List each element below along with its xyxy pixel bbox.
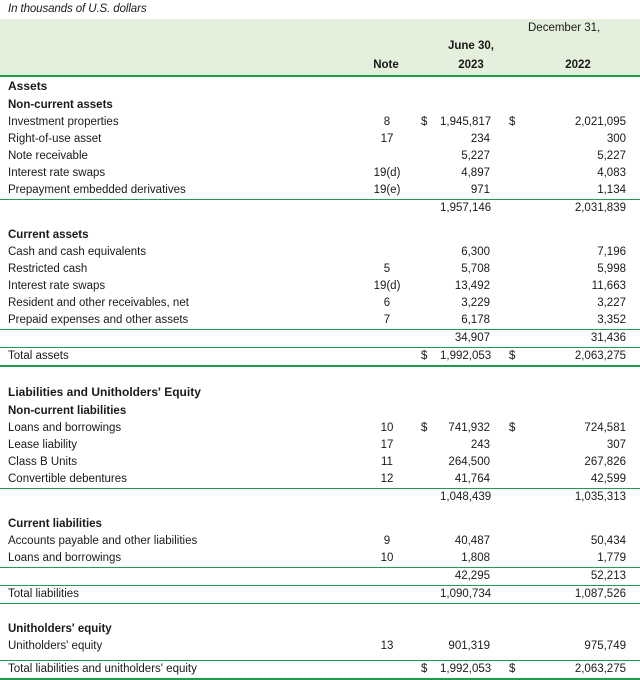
row-label: Convertible debentures bbox=[0, 471, 356, 489]
currency-symbol: $ bbox=[509, 116, 516, 128]
subtotal-value-prior: 52,213 bbox=[528, 568, 640, 586]
spacer-row bbox=[0, 604, 640, 621]
assets-title: Assets bbox=[8, 79, 48, 93]
row-value-current: 6,178 bbox=[440, 312, 506, 330]
row-value-prior: 4,083 bbox=[597, 167, 626, 179]
row-value-current: 971 bbox=[440, 182, 506, 200]
row-note: 13 bbox=[380, 640, 394, 652]
currency-blank bbox=[506, 278, 528, 295]
subtotal-label bbox=[0, 489, 356, 507]
currency-blank bbox=[506, 437, 528, 454]
grand-total-prior: 2,063,275 bbox=[528, 661, 640, 680]
subsection-title-current-assets bbox=[0, 226, 640, 244]
row-value-current: 6,300 bbox=[461, 246, 490, 258]
spacer-row bbox=[0, 366, 640, 383]
subtotal-value-current: 34,907 bbox=[440, 330, 506, 348]
subtotal-row-current-assets bbox=[0, 330, 640, 348]
row-note: 10 bbox=[356, 550, 418, 568]
currency-blank bbox=[418, 437, 440, 454]
currency-blank bbox=[418, 312, 440, 330]
row-value-current: 40,487 bbox=[454, 535, 490, 547]
total-assets-prior: 2,063,275 bbox=[528, 348, 640, 367]
row-note bbox=[356, 148, 418, 165]
column-header-current-period: June 30, 2023 bbox=[440, 37, 506, 76]
header-blank-cur1 bbox=[418, 37, 440, 76]
row-label: Note receivable bbox=[8, 150, 88, 162]
table-row bbox=[0, 638, 640, 655]
row-value-prior: 5,998 bbox=[597, 263, 626, 275]
currency-blank bbox=[506, 182, 528, 200]
non-current-assets-title: Non-current assets bbox=[8, 99, 113, 111]
row-value-prior: 724,581 bbox=[584, 422, 626, 434]
table-row bbox=[0, 420, 640, 437]
row-value-current: 1,808 bbox=[440, 550, 506, 568]
equity-title: Unitholders' equity bbox=[8, 623, 112, 635]
currency-blank bbox=[418, 454, 440, 471]
row-note: 12 bbox=[356, 471, 418, 489]
row-label: Lease liability bbox=[8, 439, 78, 451]
currency-blank bbox=[418, 638, 440, 655]
row-value-prior: 2,021,095 bbox=[574, 116, 626, 128]
subtotal-value-prior: 2,031,839 bbox=[574, 202, 626, 214]
subtotal-value-current: 42,295 bbox=[440, 568, 506, 586]
row-note: 19(d) bbox=[373, 167, 401, 179]
total-liabilities-row bbox=[0, 586, 640, 604]
subtotal-row-current-liabilities bbox=[0, 568, 640, 586]
row-note: 17 bbox=[380, 133, 394, 145]
section-title-assets bbox=[0, 76, 640, 96]
row-label: Class B Units bbox=[8, 456, 78, 468]
currency-blank bbox=[506, 454, 528, 471]
row-label: Right-of-use asset bbox=[8, 133, 102, 145]
units-caption: In thousands of U.S. dollars bbox=[8, 3, 147, 15]
row-note: 19(d) bbox=[373, 280, 401, 292]
row-value-prior: 307 bbox=[606, 439, 626, 451]
currency-blank bbox=[506, 165, 528, 182]
header-blank-label bbox=[0, 37, 356, 76]
row-note: 9 bbox=[383, 535, 391, 547]
table-row bbox=[0, 165, 640, 182]
row-label: Loans and borrowings bbox=[0, 550, 356, 568]
currency-blank bbox=[418, 244, 440, 261]
row-label: Prepaid expenses and other assets bbox=[0, 312, 356, 330]
table-row bbox=[0, 278, 640, 295]
currency-blank bbox=[418, 131, 440, 148]
header-spacer-cur1 bbox=[418, 19, 440, 37]
row-value-prior: 7,196 bbox=[597, 246, 626, 258]
currency-blank bbox=[418, 550, 440, 568]
table-row bbox=[0, 148, 640, 165]
table-row bbox=[0, 295, 640, 312]
row-note: 10 bbox=[380, 422, 394, 434]
row-value-current: 1,945,817 bbox=[440, 116, 492, 128]
currency-blank bbox=[506, 131, 528, 148]
subtotal-value-current: 1,957,146 bbox=[440, 202, 492, 214]
subtotal-row-non-current-assets bbox=[0, 200, 640, 218]
row-note: 6 bbox=[383, 297, 391, 309]
row-note: 5 bbox=[383, 263, 391, 275]
table-row bbox=[0, 244, 640, 261]
total-liabilities-label: Total liabilities bbox=[0, 586, 356, 604]
row-note: 11 bbox=[381, 456, 393, 468]
column-header-prior-line2: 2022 bbox=[528, 37, 640, 76]
total-liabilities-prior: 1,087,526 bbox=[528, 586, 640, 604]
row-label: Investment properties bbox=[8, 116, 119, 128]
header-spacer-note bbox=[356, 19, 418, 37]
subtotal-label bbox=[0, 568, 356, 586]
currency-symbol: $ bbox=[421, 422, 428, 434]
row-note: 7 bbox=[356, 312, 418, 330]
currency-blank bbox=[418, 261, 440, 278]
currency-symbol: $ bbox=[418, 661, 440, 680]
balance-sheet-table bbox=[0, 19, 640, 680]
table-row bbox=[0, 437, 640, 454]
currency-blank bbox=[506, 312, 528, 330]
currency-symbol: $ bbox=[506, 348, 528, 367]
currency-blank bbox=[506, 261, 528, 278]
currency-blank bbox=[506, 550, 528, 568]
row-value-current: 4,897 bbox=[461, 167, 490, 179]
row-value-current: 901,319 bbox=[448, 640, 490, 652]
currency-blank bbox=[418, 295, 440, 312]
row-value-current: 234 bbox=[470, 133, 490, 145]
row-value-current: 3,229 bbox=[461, 297, 490, 309]
row-label: Interest rate swaps bbox=[8, 280, 106, 292]
subsection-title-non-current-liabilities bbox=[0, 402, 640, 420]
currency-symbol: $ bbox=[418, 348, 440, 367]
subsection-title-non-current-assets bbox=[0, 96, 640, 114]
header-band-spacer bbox=[0, 19, 640, 37]
currency-symbol: $ bbox=[421, 116, 428, 128]
row-value-prior: 1,134 bbox=[528, 182, 640, 200]
row-label: Interest rate swaps bbox=[8, 167, 106, 179]
column-header-prior-line1: December 31, bbox=[528, 19, 640, 37]
total-liabilities-current: 1,090,734 bbox=[440, 586, 506, 604]
currency-blank bbox=[506, 638, 528, 655]
currency-blank bbox=[506, 533, 528, 550]
row-note: 8 bbox=[383, 116, 391, 128]
total-assets-row bbox=[0, 348, 640, 367]
currency-blank bbox=[418, 182, 440, 200]
currency-blank bbox=[506, 471, 528, 489]
row-value-prior: 5,227 bbox=[597, 150, 626, 162]
total-assets-label: Total assets bbox=[0, 348, 356, 367]
row-note: 17 bbox=[380, 439, 394, 451]
header-spacer-label bbox=[0, 19, 356, 37]
row-value-prior: 50,434 bbox=[590, 535, 626, 547]
table-row bbox=[0, 533, 640, 550]
row-value-current: 5,708 bbox=[461, 263, 490, 275]
subtotal-value-current: 1,048,439 bbox=[440, 491, 492, 503]
subsection-title-current-liabilities bbox=[0, 515, 640, 533]
row-value-prior: 300 bbox=[606, 133, 626, 145]
table-row bbox=[0, 550, 640, 568]
row-value-prior: 3,352 bbox=[528, 312, 640, 330]
row-label: Cash and cash equivalents bbox=[8, 246, 147, 258]
total-assets-current: 1,992,053 bbox=[440, 348, 506, 367]
subtotal-value-prior: 31,436 bbox=[528, 330, 640, 348]
subsection-title-unitholders-equity bbox=[0, 620, 640, 638]
row-value-prior: 267,826 bbox=[584, 456, 626, 468]
grand-total-current: 1,992,053 bbox=[440, 661, 506, 680]
grand-total-row bbox=[0, 661, 640, 680]
row-label: Loans and borrowings bbox=[8, 422, 122, 434]
subtotal-label bbox=[0, 200, 356, 218]
subtotal-label bbox=[0, 330, 356, 348]
column-header-note: Note bbox=[356, 37, 418, 76]
currency-blank bbox=[418, 533, 440, 550]
row-value-prior: 975,749 bbox=[584, 640, 626, 652]
row-value-current: 741,932 bbox=[448, 422, 490, 434]
liabilities-title: Liabilities and Unitholders' Equity bbox=[8, 385, 201, 399]
spacer-row bbox=[0, 217, 640, 226]
row-value-prior: 11,663 bbox=[591, 280, 626, 292]
row-value-current: 243 bbox=[470, 439, 490, 451]
table-row bbox=[0, 312, 640, 330]
header-blank-cur2 bbox=[506, 37, 528, 76]
row-value-current: 264,500 bbox=[448, 456, 490, 468]
row-note bbox=[356, 244, 418, 261]
header-spacer-cur2 bbox=[506, 19, 528, 37]
header-spacer-val1 bbox=[440, 19, 506, 37]
currency-blank bbox=[506, 295, 528, 312]
currency-blank bbox=[506, 244, 528, 261]
row-label: Prepayment embedded derivatives bbox=[0, 182, 356, 200]
row-label: Resident and other receivables, net bbox=[8, 297, 189, 309]
currency-blank bbox=[418, 165, 440, 182]
row-value-current: 13,492 bbox=[454, 280, 490, 292]
table-row bbox=[0, 454, 640, 471]
currency-blank bbox=[418, 278, 440, 295]
spacer-row bbox=[0, 506, 640, 515]
column-headers-row bbox=[0, 37, 640, 76]
table-row bbox=[0, 131, 640, 148]
table-row bbox=[0, 182, 640, 200]
current-assets-title: Current assets bbox=[8, 229, 89, 241]
currency-blank bbox=[506, 148, 528, 165]
currency-blank bbox=[418, 148, 440, 165]
table-row bbox=[0, 261, 640, 278]
grand-total-label: Total liabilities and unitholders' equity bbox=[0, 661, 356, 680]
row-label: Restricted cash bbox=[8, 263, 88, 275]
table-row bbox=[0, 114, 640, 131]
row-label: Accounts payable and other liabilities bbox=[8, 535, 198, 547]
currency-symbol: $ bbox=[506, 661, 528, 680]
currency-symbol: $ bbox=[509, 422, 516, 434]
row-value-current: 41,764 bbox=[440, 471, 506, 489]
table-row bbox=[0, 471, 640, 489]
row-value-prior: 42,599 bbox=[528, 471, 640, 489]
subtotal-row-non-current-liabilities bbox=[0, 489, 640, 507]
currency-blank bbox=[418, 471, 440, 489]
section-title-liabilities bbox=[0, 383, 640, 402]
subtotal-value-prior: 1,035,313 bbox=[574, 491, 626, 503]
row-label: Unitholders' equity bbox=[8, 640, 103, 652]
row-value-prior: 3,227 bbox=[597, 297, 626, 309]
non-current-liabilities-title: Non-current liabilities bbox=[8, 405, 127, 417]
row-note: 19(e) bbox=[356, 182, 418, 200]
row-value-current: 5,227 bbox=[461, 150, 490, 162]
row-value-prior: 1,779 bbox=[528, 550, 640, 568]
current-liabilities-title: Current liabilities bbox=[8, 518, 102, 530]
